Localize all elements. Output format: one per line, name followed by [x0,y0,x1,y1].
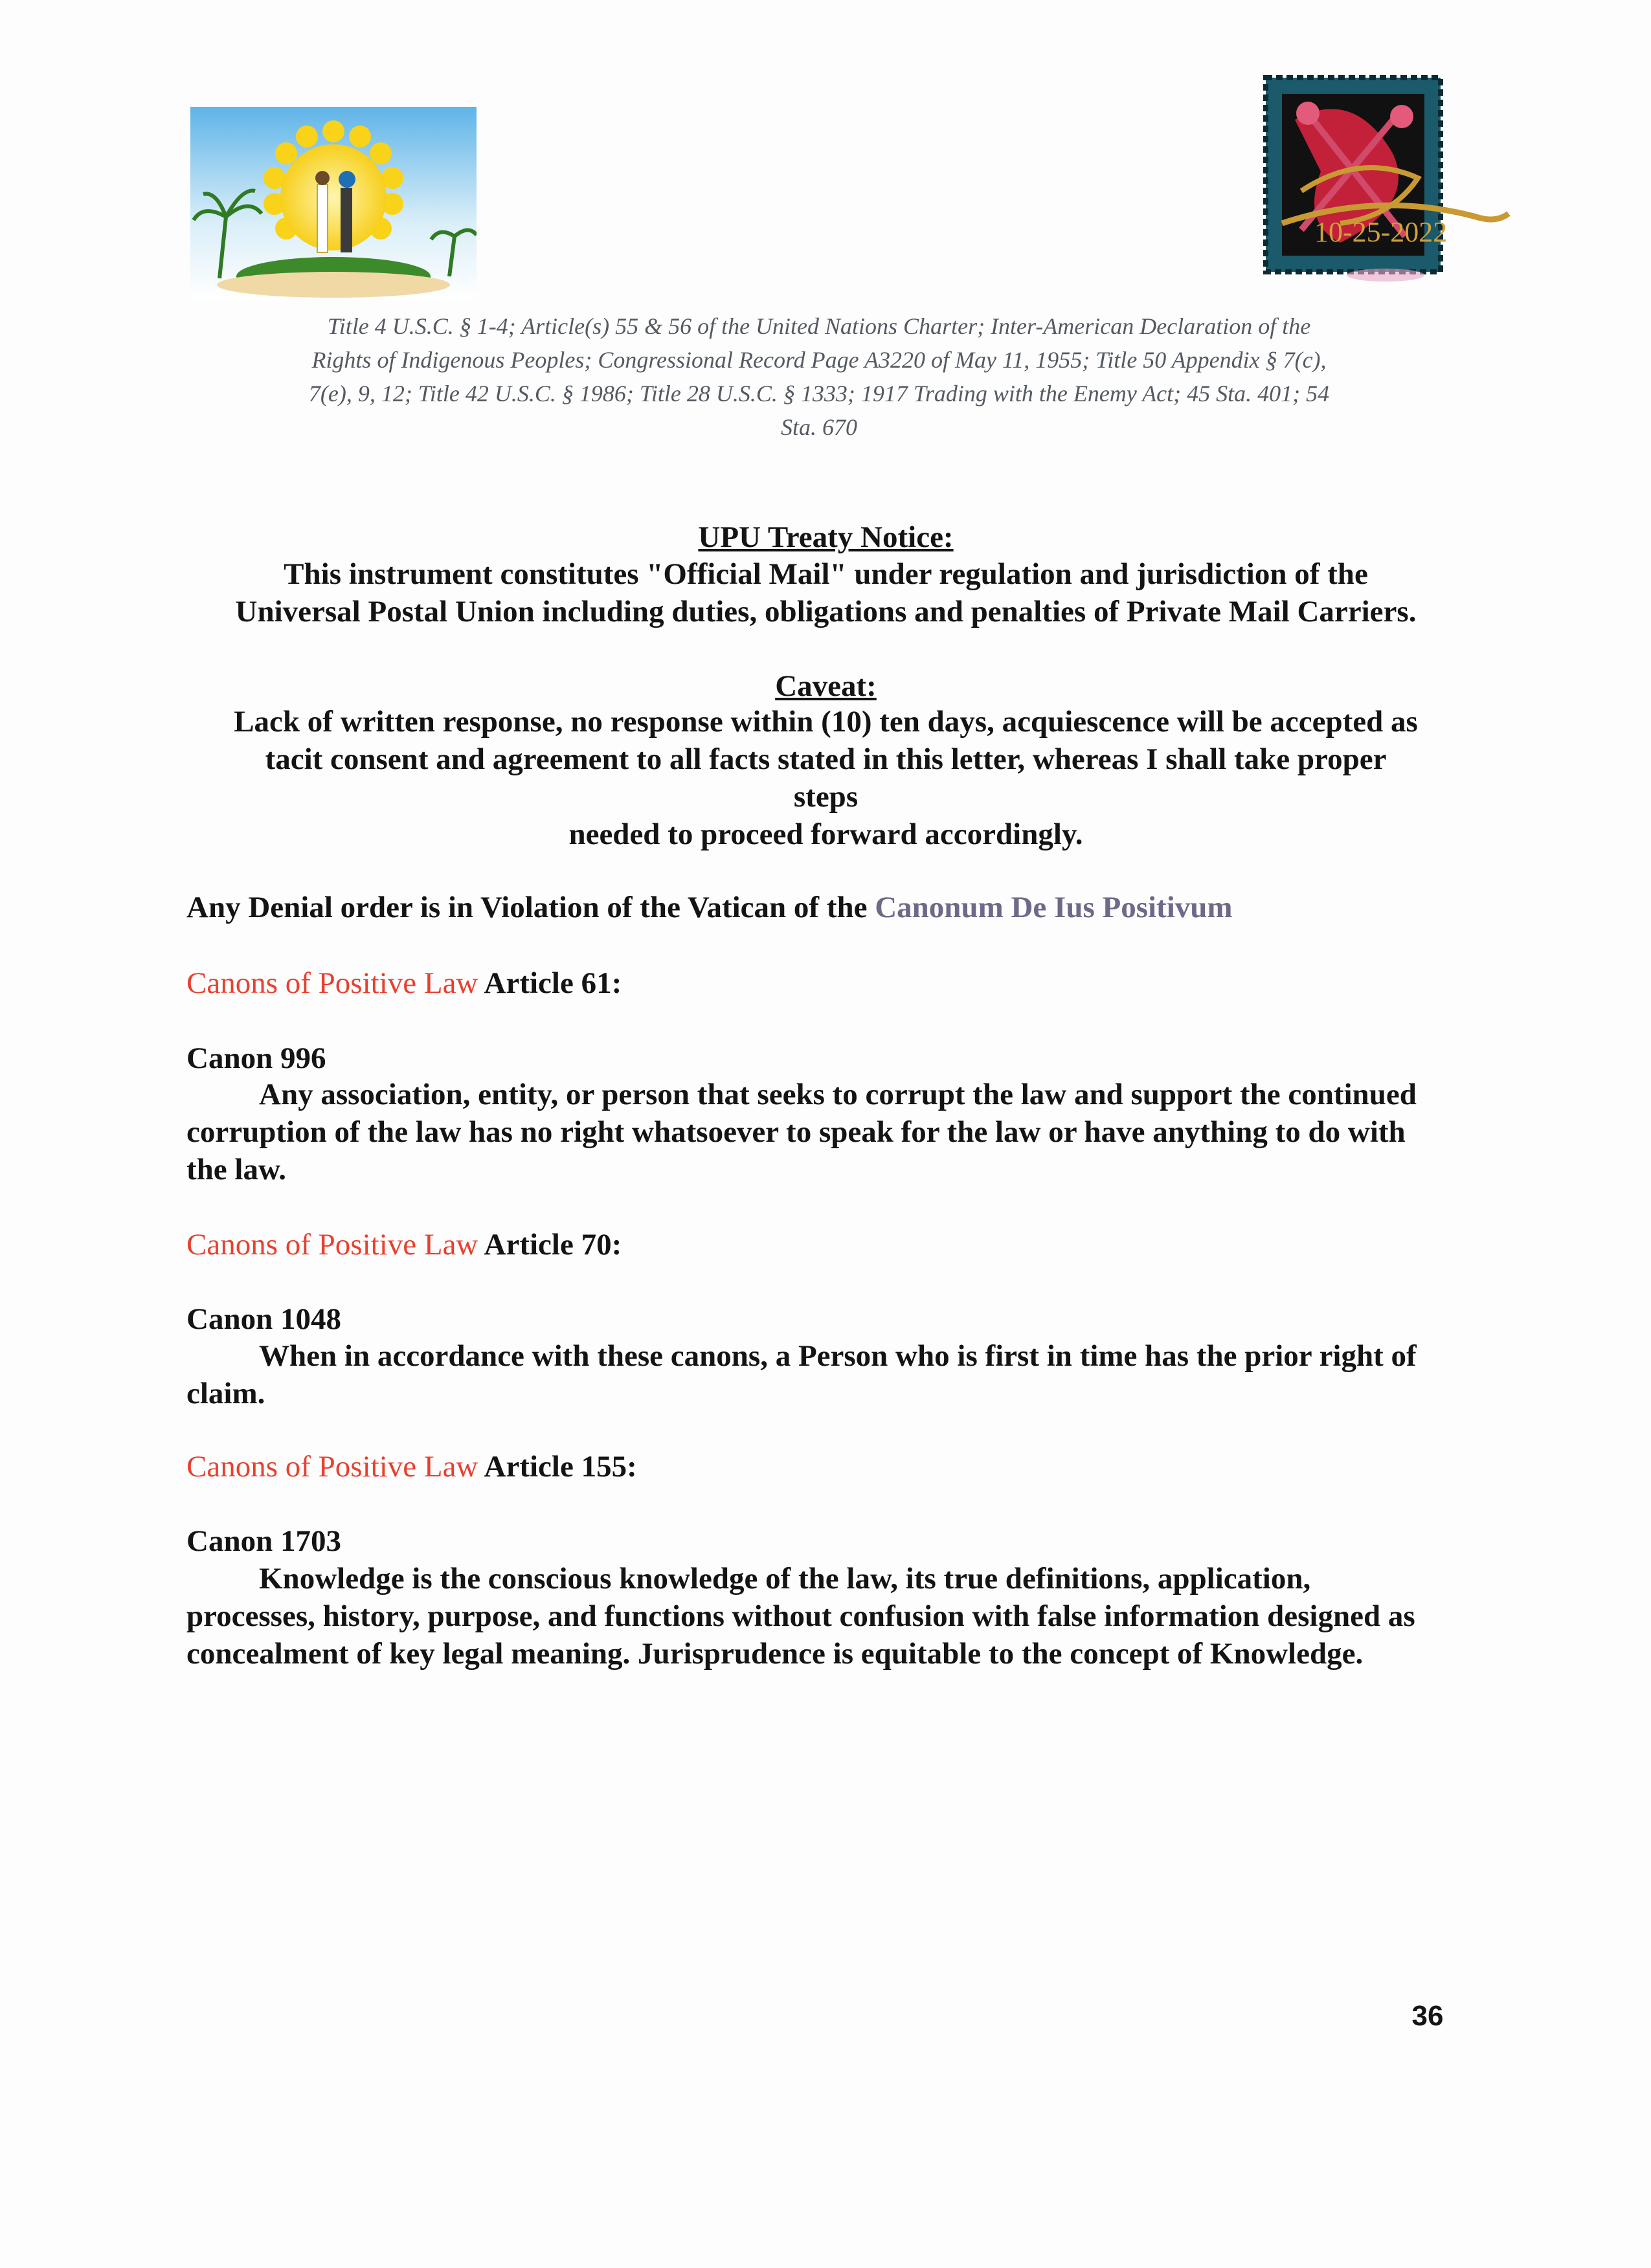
article-number: Article 61: [478,966,622,1000]
canonum-highlight: Canonum De Ius Positivum [875,891,1233,924]
canons-source-label: Canons of Positive Law [186,1228,478,1262]
egyptian-emblem-logo [190,107,477,299]
caveat-body [186,703,1465,853]
canon-number: Canon 996 [186,1041,326,1075]
canon-number: Canon 1703 [186,1524,341,1558]
upu-line: This instrument constitutes "Official Mail" under regulation and jurisdiction of the [284,557,1368,591]
caveat-title: Caveat: [775,669,877,703]
postage-stamp [1263,74,1518,288]
upu-notice-body [186,555,1465,630]
stamp-postmark-text: 10-25-2022 [1314,216,1448,248]
canons-source-label: Canons of Positive Law [186,966,478,1000]
citation-line: Rights of Indigenous Peoples; Congressional Record Page A3220 of May 11, 1955; Title 50 Appendix § 7(c), [311,347,1327,373]
citation-line: 7(e), 9, 12; Title 42 U.S.C. § 1986; Title 28 U.S.C. § 1333; 1917 Trading with the Enemy Act; 45 Sta. 401; 54 [308,381,1330,406]
article-number: Article 70: [478,1228,622,1262]
canon-text: Any association, entity, or person that seeks to corrupt the law and support the continued corruption of the law has no right whatsoever to speak for the law or have anything to do with the law. [186,1078,1417,1186]
page-number: 36 [1411,2000,1444,2032]
legal-citation [188,309,1450,444]
upu-notice-heading [186,518,1465,557]
article-number: Article 155: [478,1450,637,1484]
caveat-line: tacit consent and agreement to all facts stated in this letter, whereas I shall take proper [265,742,1387,776]
denial-text: Any Denial order is in Violation of the Vatican of the [186,891,875,924]
article-heading [186,1225,1465,1264]
caveat-heading [186,667,1465,706]
denial-statement [186,888,1465,927]
canon-text: When in accordance with these canons, a Person who is first in time has the prior right of claim. [186,1339,1417,1410]
caveat-line: needed to proceed forward accordingly. [568,817,1083,851]
upu-line: Universal Postal Union including duties, obligations and penalties of Private Mail Carriers. [235,595,1417,628]
article-heading [186,1447,1465,1486]
canon-number: Canon 1048 [186,1302,341,1336]
canon-text: Knowledge is the conscious knowledge of the law, its true definitions, application, processes, history, purpose, and functions without confusion with false information designed as concealment of key legal meaning. Jurisprudence is equitable to the concept of Knowledge. [186,1562,1415,1671]
article-heading [186,964,1465,1003]
citation-line: Sta. 670 [780,414,857,440]
citation-line: Title 4 U.S.C. § 1-4; Article(s) 55 & 56 of the United Nations Charter; Inter-American Declaration of the [327,313,1311,339]
canons-source-label: Canons of Positive Law [186,1450,478,1484]
caveat-line: steps [793,780,859,814]
caveat-line: Lack of written response, no response within (10) ten days, acquiescence will be accepted as [234,705,1418,739]
upu-title: UPU Treaty Notice: [698,520,954,554]
